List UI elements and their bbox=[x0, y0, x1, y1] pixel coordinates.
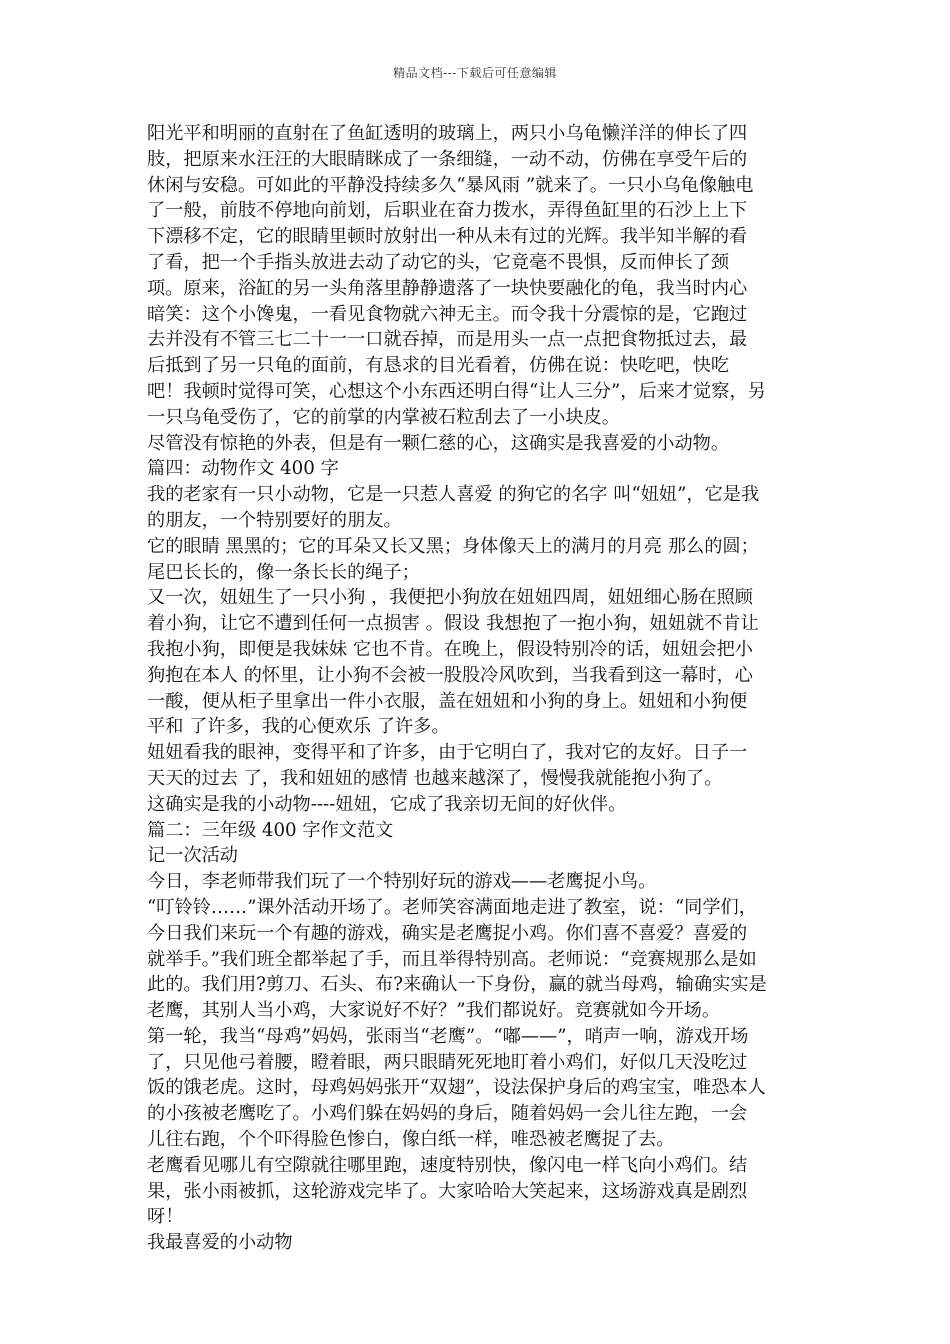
text-line: 阳光平和明丽的直射在了鱼缸透明的玻璃上，两只小乌龟懒洋洋的伸长了四 bbox=[147, 123, 748, 144]
text-line: 记一次活动 bbox=[147, 845, 238, 867]
page-header: 精品文档---下载后可任意编辑 bbox=[393, 66, 557, 80]
text-line: 一只乌龟受伤了，它的前掌的内掌被石粒刮去了一小块皮。 bbox=[147, 406, 620, 428]
text-line: “叮铃铃……”课外活动开场了。老师笑容满面地走进了教室，说：“同学们， bbox=[147, 896, 757, 918]
text-line: 篇四：动物作文 400 字 bbox=[147, 458, 339, 480]
text-line: 休闲与安稳。可如此的平静没持续多久“暴风雨 ”就来了。一只小乌龟像触电 bbox=[147, 174, 754, 196]
text-line: 我的老家有一只小动物，它是一只惹人喜爱 的狗它的名字 叫“妞妞”，它是我 bbox=[147, 484, 760, 506]
text-line: 今日我们来玩一个有趣的游戏，确实是老鹰捉小鸡。你们喜不喜爱？喜爱的 bbox=[147, 922, 748, 944]
text-line: 后抵到了另一只龟的面前，有恳求的目光看着，仿佛在说：快吃吧，快吃 bbox=[147, 355, 730, 377]
text-line: 项。原来，浴缸的另一头角落里静静遗落了一块快要融化的龟，我当时内心 bbox=[147, 277, 748, 299]
text-line: 我最喜爱的小动物 bbox=[147, 1232, 293, 1254]
text-line: 果，张小雨被抓，这轮游戏完毕了。大家哈哈大笑起来，这场游戏真是剧烈 bbox=[147, 1180, 748, 1202]
document-body bbox=[147, 121, 799, 1256]
text-line: 吧！我顿时觉得可笑，心想这个小东西还明白得“让人三分”，后来才觉察，另 bbox=[147, 380, 766, 402]
text-line: 儿往右跑，个个吓得脸色惨白，像白纸一样，唯恐被老鹰捉了去。 bbox=[147, 1129, 675, 1151]
text-line: 这确实是我的小动物----妞妞，它成了我亲切无间的好伙伴。 bbox=[147, 793, 627, 815]
text-line: 今日，李老师带我们玩了一个特别好玩的游戏——老鹰捉小鸟。 bbox=[147, 871, 657, 893]
text-line: 肢，把原来水汪汪的大眼睛眯成了一条细缝，一动不动，仿佛在享受午后的 bbox=[147, 148, 748, 170]
text-line: 呀！ bbox=[147, 1206, 184, 1228]
text-line: 老鹰，其别人当小鸡，大家说好不好？”我们都说好。竞赛就如今开场。 bbox=[147, 1000, 721, 1022]
text-line: 暗笑：这个小馋鬼，一看见食物就六神无主。而令我十分震惊的是，它跑过 bbox=[147, 303, 748, 325]
text-line: 一酸，便从柜子里拿出一件小衣服，盖在妞妞和小狗的身上。妞妞和小狗便 bbox=[147, 690, 748, 712]
text-line: 尽管没有惊艳的外表，但是有一颗仁慈的心，这确实是我喜爱的小动物。 bbox=[147, 432, 730, 454]
text-line: 去并没有不管三七二十一一口就吞掉，而是用头一点一点把食物抵过去，最 bbox=[147, 329, 748, 351]
text-line: 妞妞看我的眼神，变得平和了许多，由于它明白了，我对它的友好。日子一 bbox=[147, 742, 748, 764]
text-line: 的小孩被老鹰吃了。小鸡们躲在妈妈的身后，随着妈妈一会儿往左跑，一会 bbox=[147, 1103, 748, 1125]
text-line: 着小狗，让它不遭到任何一点损害 。假设 我想抱了一抱小狗，妞妞就不肯让 bbox=[147, 613, 759, 635]
text-line: 了一般，前肢不停地向前划，后职业在奋力拨水，弄得鱼缸里的石沙上上下 bbox=[147, 200, 748, 222]
text-line: 天天的过去 了，我和妞妞的感情 也越来越深了，慢慢我就能抱小狗了。 bbox=[147, 767, 723, 789]
text-line: 狗抱在本人 的怀里，让小狗不会被一股股冷风吹到，当我看到这一幕时，心 bbox=[147, 664, 753, 686]
text-line: 就举手。”我们班全都举起了手，而且举得特别高。老师说：“竞赛规那么是如 bbox=[147, 948, 757, 970]
text-line: 第一轮，我当“母鸡”妈妈，张雨当“老鹰”。“嘟——”，哨声一响，游戏开场 bbox=[147, 1025, 749, 1047]
text-line: 此的。我们用?剪刀、石头、布?来确认一下身份，赢的就当母鸡，输确实实是 bbox=[147, 974, 767, 996]
text-line: 了，只见他弓着腰，瞪着眼，两只眼睛死死地盯着小鸡们，好似几天没吃过 bbox=[147, 1051, 748, 1073]
text-line: 了看，把一个手指头放进去动了动它的头，它竟毫不畏惧，反而伸长了颈 bbox=[147, 251, 730, 273]
text-line: 我抱小狗，即便是我妹妹 它也不肯。在晚上，假设特别冷的话，妞妞会把小 bbox=[147, 638, 753, 660]
text-line: 饭的饿老虎。这时，母鸡妈妈张开“双翅”，设法保护身后的鸡宝宝，唯恐本人 bbox=[147, 1077, 766, 1099]
text-line: 平和 了许多，我的心便欢乐 了许多。 bbox=[147, 716, 450, 738]
text-line: 老鹰看见哪儿有空隙就往哪里跑，速度特别快，像闪电一样飞向小鸡们。结 bbox=[147, 1154, 748, 1176]
text-line: 下漂移不定，它的眼睛里顿时放射出一种从未有过的光辉。我半知半解的看 bbox=[147, 226, 748, 248]
text-line: 的朋友，一个特别要好的朋友。 bbox=[147, 509, 402, 531]
text-line: 它的眼睛 黑黑的；它的耳朵又长又黑；身体像天上的满月的月亮 那么的圆； bbox=[147, 535, 759, 557]
text-line: 篇二：三年级 400 字作文范文 bbox=[147, 819, 394, 841]
text-line: 又一次，妞妞生了一只小狗 ，我便把小狗放在妞妞四周，妞妞细心肠在照顾 bbox=[147, 587, 753, 609]
text-line: 尾巴长长的，像一条长长的绳子； bbox=[147, 561, 420, 583]
